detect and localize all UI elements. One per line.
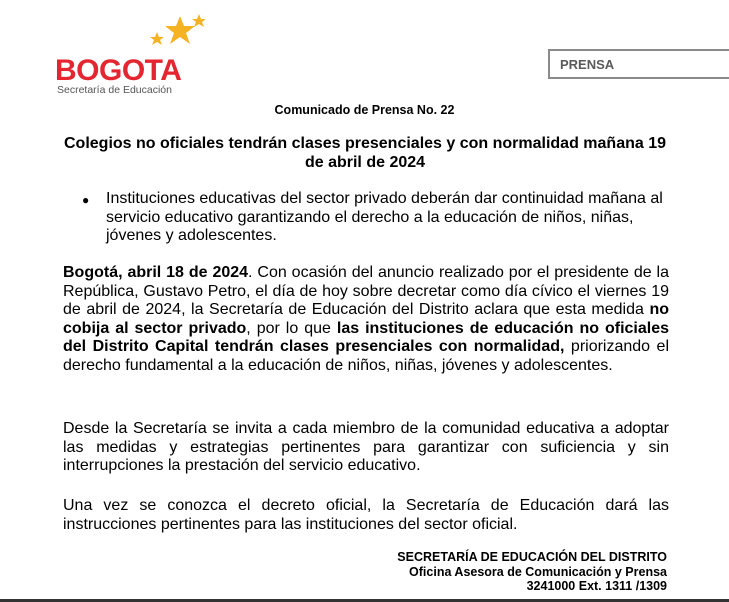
p1-bold-2: las instituciones de educación no oficiales del Distrito Capital tendrán clases presenciales con normalidad, [63,319,670,355]
footer-line-1: SECRETARÍA DE EDUCACIÓN DEL DISTRITO [397,550,667,564]
prensa-label: PRENSA [560,57,615,72]
p1-text-3: priorizando el derecho fundamental a la educación de niños, niñas, jóvenes y adolescentes. [63,338,670,374]
signature-block [397,550,667,594]
dateline: Bogotá, abril 18 de 2024 [63,264,249,281]
paragraph-3: Una vez se conozca el decreto oficial, la Secretaría de Educación dará las instrucciones pertinentes para las instituciones del sector oficial. [63,497,669,533]
footer-line-3: 3241000 Ext. 1311 /1309 [526,579,667,593]
logo-wordmark: BOGOTA [55,54,182,87]
footer-line-2: Oficina Asesora de Comunicación y Prensa [409,564,667,579]
bogota-logo [55,14,205,94]
stars-icon [55,14,205,54]
p1-bold-1: no cobija al sector privado [63,301,669,337]
p1-text-1: . Con ocasión del anuncio realizado por el presidente de la República, Gustavo Petro, el día de hoy sobre decretar como día cívico el viernes 19 de abril de 2024, la Secretaría de Educación del Distrito aclara que esta medida [63,264,669,318]
bullet-item [82,190,672,246]
p1-text-2: , por lo que [246,319,337,337]
press-release-number: Comunicado de Prensa No. 22 [274,103,455,117]
bullet-icon: ● [82,193,90,207]
press-release-title: Colegios no oficiales tendrán clases presenciales y con normalidad mañana 19 de abril de 2024 [64,135,666,171]
paragraph-2: Desde la Secretaría se invita a cada miembro de la comunidad educativa a adoptar las medidas y estrategias pertinentes para garantizar con suficiencia y sin interrupciones la prestación del servicio educativo. [63,420,669,474]
bullet-text: Instituciones educativas del sector privado deberán dar continuidad mañana al servicio educativo garantizando el derecho a la educación de niños, niñas, jóvenes y adolescentes. [106,190,663,244]
paragraph-1 [63,264,669,375]
prensa-box [548,49,729,79]
logo-subtitle: Secretaría de Educación [57,84,172,96]
